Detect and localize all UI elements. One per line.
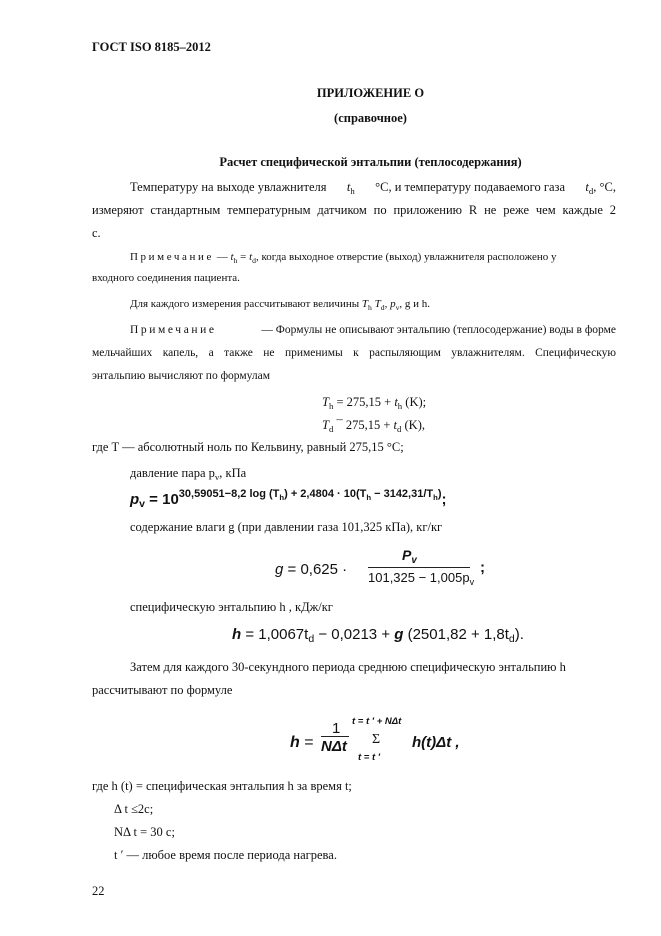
formula-th: $T_h = 275,15 + t_h$ (K); xyxy=(322,395,427,411)
formula-td: $T_d$ ¯ $275,15 + t_d$ (K), xyxy=(322,418,425,434)
formula-g: g = 0,625 · $P_v$ $101,325 - 1,005p_v$ ; xyxy=(275,547,485,587)
standard-header: ГОСТ ISO 8185–2012 xyxy=(92,40,211,54)
appendix-title: ПРИЛОЖЕНИЕ О xyxy=(316,86,425,100)
note2-line3: энтальпию вычисляют по формулам xyxy=(92,370,270,382)
where-n-delta-t: NΔ t = 30 с; xyxy=(114,825,175,839)
avg-term: h(t)Δt , xyxy=(412,734,460,751)
note2-label: Примечание xyxy=(130,324,217,336)
appendix-heading: Расчет специфической энтальпии (теплосодержания) xyxy=(219,155,522,169)
para2-line: Для каждого измерения рассчитывают величины $T_h$ $T_d$, $p_v$, g и h. xyxy=(130,298,431,312)
para3-line2: рассчитывают по формуле xyxy=(92,683,233,697)
note1-line2: входного соединения пациента. xyxy=(92,272,240,284)
para1-line1 xyxy=(130,180,616,195)
pressure-label: давление пара $p_v$, кПа xyxy=(130,466,247,482)
note1-line1: Примечание — $t_h = t_d$, когда выходное отверстие (выход) увлажнителя расположено у xyxy=(130,251,557,265)
g-numerator: $P_v$ xyxy=(402,547,417,566)
note1-text: , когда выходное отверстие (выход) увлажнителя расположено у xyxy=(256,251,557,263)
note2-line1: Примечание — Формулы не описывают энтальпию (теплосодержание) воды в форме xyxy=(130,324,616,336)
enthalpy-label: специфическую энтальпию h , кДж/кг xyxy=(130,600,333,614)
para1-text-b: °С, и температуру подаваемого газа xyxy=(375,180,565,194)
appendix-subtitle: (справочное) xyxy=(334,111,407,125)
where-absolute-zero: где T — абсолютный ноль по Кельвину, равный 275,15 °С; xyxy=(92,440,404,454)
g-denominator: $101,325 - 1,005p_v$ xyxy=(368,570,475,587)
page-number: 22 xyxy=(92,884,105,898)
moisture-label: содержание влаги g (при давлении газа 101,325 кПа), кг/кг xyxy=(130,520,443,534)
formula-h: $h = 1,0067t_d - 0,0213 + g$ $(2501,82 + 1,8t_d)$. xyxy=(232,626,524,645)
where-t-prime: t ′ — любое время после периода нагрева. xyxy=(114,848,337,862)
where-h-t: где h (t) = специфическая энтальпия h за время t; xyxy=(92,779,352,793)
note2-line2: мельчайших капель, а также не применимы к распыляющим увлажнителям. Специфическую xyxy=(92,347,616,359)
para3-line1: Затем для каждого 30-секундного периода среднюю специфическую энтальпию h xyxy=(130,660,566,674)
td-symbol: $t_d$, °С, xyxy=(585,180,616,196)
th-symbol: $t_h$ xyxy=(346,180,355,196)
sum-lower-limit: t = t ′ xyxy=(358,752,381,763)
avg-denominator: NΔt xyxy=(321,738,347,755)
g-fraction-line xyxy=(368,567,470,568)
para1-line3: с. xyxy=(92,226,101,240)
avg-fraction-line xyxy=(321,736,349,737)
where-delta-t: Δ t ≤2c; xyxy=(114,802,154,816)
para1-text-a: Температуру на выходе увлажнителя xyxy=(130,180,327,194)
note1-label: Примечание xyxy=(130,251,214,263)
formula-pv: $p_v = 10^{30,59051-8,2 log (T_h) + 2,4804 \cdot 10(T_h - 3142,31/T_h)}$; xyxy=(130,488,447,510)
para1-line2: измеряют стандартным температурным датчиком по приложению R не реже чем каждые 2 xyxy=(92,203,616,217)
formula-avg: h = 1 NΔt t = t ′ + NΔt Σ t = t ′ h(t)Δt , xyxy=(290,716,460,763)
sum-symbol: Σ xyxy=(372,732,381,747)
sum-upper-limit: t = t ′ + NΔt xyxy=(352,716,402,727)
